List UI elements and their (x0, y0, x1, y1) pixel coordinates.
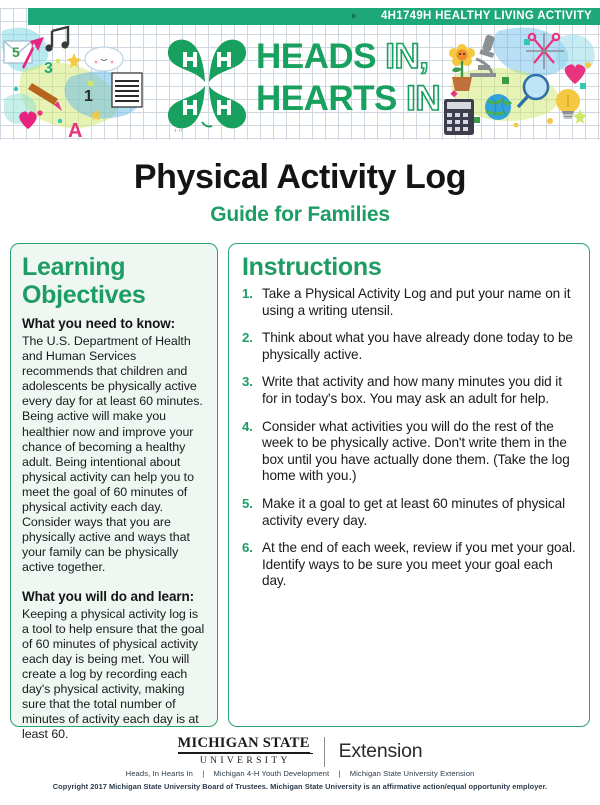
list-item-number: 1. (242, 286, 253, 301)
letter-a-icon: A (68, 120, 83, 140)
number-5-icon: 5 (12, 44, 20, 60)
logo-in-2: IN (406, 79, 441, 118)
four-h-clover-icon (164, 38, 250, 130)
list-item-text: Think about what you have already done today to be physically active. (262, 330, 573, 362)
list-item (242, 374, 577, 407)
activity-code-label: 4H1749H HEALTHY LIVING ACTIVITY (380, 10, 592, 22)
logo-tagline: 4-H (174, 128, 183, 133)
globe-icon (485, 94, 511, 120)
page-title: Physical Activity Log (133, 158, 467, 196)
credit-3: Michigan State University Extension (349, 769, 475, 778)
what-you-need-to-know-heading: What you need to know: (22, 316, 176, 331)
what-you-will-do-text: Keeping a physical activity log is a tool to help ensure that the goal of 60 minutes of physical activity each day is being met. You will create a log by recording each day's physical activity, making sure that the total number of minutes of activity each day is at least 60. (22, 606, 205, 742)
list-item-text: Write that activity and how many minutes you did it for in today's box. You may ask an adult for help. (262, 374, 562, 406)
learning-objectives-heading (22, 253, 206, 309)
instructions-heading: Instructions (242, 253, 382, 281)
footer-credits (0, 769, 600, 778)
list-item-number: 4. (242, 418, 253, 434)
msu-extension-word: Extension (338, 740, 423, 762)
music-note-icon (45, 27, 68, 52)
learning-objectives-heading-line1: Learning (22, 253, 126, 281)
banner-illustration-left (0, 25, 168, 140)
list-item (242, 330, 577, 363)
logo-hearts: HEARTS (256, 79, 397, 118)
logo-divider (324, 737, 325, 767)
list-item-number: 6. (242, 540, 253, 556)
list-item-text: At the end of each week, review if you met your goal. Identify ways to be sure you meet your goal each day. (262, 540, 576, 589)
list-item-text: Consider what activities you will do the rest of the week to be physically active. Don't write them in the box until you have actually done them. (Take the log home with you.) (262, 418, 570, 484)
msu-extension-logo (0, 736, 600, 767)
logo-wordmark (256, 36, 456, 120)
what-you-will-do-heading: What you will do and learn: (22, 588, 195, 604)
list-item (242, 419, 577, 485)
list-item-number: 5. (242, 495, 253, 511)
list-item-number: 3. (242, 374, 253, 390)
cloud-icon (85, 47, 123, 71)
number-1-icon: 1 (84, 88, 93, 105)
list-item-text: Make it a goal to get at least 60 minutes of physical activity every day. (262, 495, 565, 528)
page-subtitle: Guide for Families (210, 203, 390, 226)
list-item (242, 540, 577, 590)
header-banner (0, 8, 600, 140)
credit-2: Michigan 4-H Youth Development (213, 769, 330, 778)
list-item (242, 496, 577, 529)
panel-spacer (22, 576, 206, 589)
instructions-list (242, 286, 577, 590)
learning-objectives-panel (10, 243, 218, 742)
lined-page-icon (112, 73, 142, 107)
strip-arrow-icon (352, 13, 357, 19)
star-icon (573, 109, 587, 124)
heads-in-hearts-in-logo (164, 34, 454, 138)
activity-code-strip (28, 8, 600, 25)
list-item (242, 286, 577, 319)
footer-copyright: Copyright 2017 Michigan State University Board of Trustees. Michigan State University is an affirmative action/equal opportunity employer. (52, 782, 548, 791)
instructions-panel (228, 243, 590, 727)
list-item-text: Take a Physical Activity Log and put your name on it using a writing utensil. (262, 286, 571, 318)
msu-university: UNIVERSITY (178, 753, 314, 767)
number-3-icon: 3 (44, 60, 53, 77)
list-item-number: 2. (242, 330, 253, 346)
msu-name: MICHIGAN STATE (177, 735, 310, 751)
logo-in-1: IN, (385, 37, 429, 76)
credit-separator: | (202, 769, 205, 778)
credit-separator: | (338, 769, 341, 778)
learning-objectives-heading-line2: Objectives (22, 281, 146, 309)
banner-illustration-right (440, 25, 600, 140)
logo-heads: HEADS (256, 37, 377, 76)
credit-1: Heads, In Hearts In (125, 769, 193, 778)
what-you-need-to-know-text: The U.S. Department of Health and Human Services recommends that children and adolescents be physically active every day for at least 60 minutes. Being active will make you healthier now and improve your chance of becoming a healthy adult. Being intentional about physical activity can help you to meet the goal of 60 minutes of physical activity each day. Consider ways that you are physically active and ways that your family can be physically active together. (22, 334, 203, 575)
msu-wordmark (178, 736, 310, 767)
